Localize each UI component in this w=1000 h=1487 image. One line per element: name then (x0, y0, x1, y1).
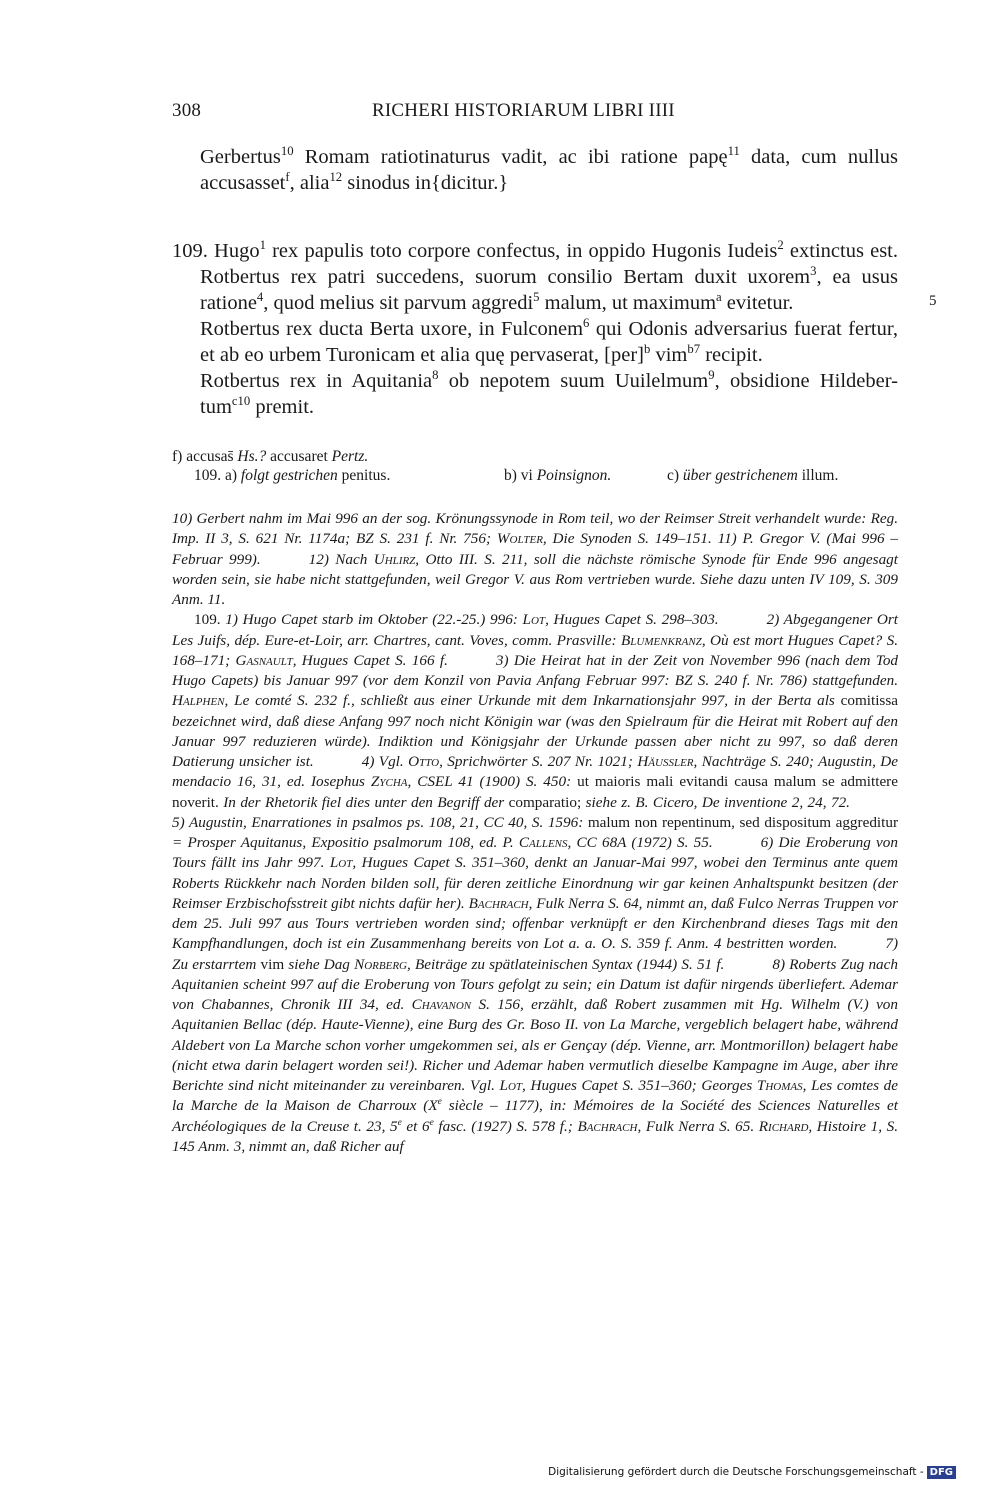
page-number: 308 (172, 100, 202, 121)
text-line: ratione$^4$, quod melius sit parvum aggredi$^5$ malum, ut maximum$^a$ evitetur. (200, 289, 794, 314)
text-line: et ab eo urbem Turonicam et alia quę pervaserat, [per]$^b$ vim$^{b7}$ recipit. (200, 341, 763, 366)
apparatus-note-c: c) über gestrichenem illum. (667, 467, 839, 484)
critical-apparatus (172, 447, 898, 485)
apparatus-note-a: 109. a) folgt gestrichen penitus. (194, 467, 391, 484)
paragraph-gerbertus (172, 144, 898, 196)
line-number: 5 (929, 293, 937, 309)
text-line: Rotbertus rex ducta Berta uxore, in Fulconem$^6$ qui Odonis adversarius fuerat fertur, (200, 315, 898, 340)
paragraph-rotbertus-2 (172, 316, 898, 368)
footnote-block-109: 109. 1) Hugo Capet starb im Oktober (22.-25.) 996: Lot, Hugues Capet S. 298–303. 2) Abgegangener Ort Les Juifs, dép. Eure-et-Loir, arr. Chartres, cant. Voves, comm. Prasville: Blumenkranz, Où est mort Hugues Capet? S. 168–171; Gasnault, Hugues Capet S. 166 f. 3) Die Heirat hat in der Zeit von November 996 (nach dem Tod Hugo Capets) bis Januar 997 (vor dem Konzil von Pavia Anfang Februar 997: BZ S. 240 f. Nr. 786) stattgefunden. Halphen, Le comté S. 232 f., schließt aus einer Urkunde mit dem Inkarnationsjahr 997, in der Berta als comitissa bezeichnet wird, daß diese Anfang 997 noch nicht Königin war (was den Spielraum für die Heirat mit Robert auf den Januar 997 reduzieren würde). Indiktion und Königsjahr der Urkunde passen aber nicht zu 997, so daß deren Datierung unsicher ist. 4) Vgl. Otto, Sprichwörter S. 207 Nr. 1021; Häussler, Nachträge S. 240; Augustin, De mendacio 16, 31, ed. Iosephus Zycha, CSEL 41 (1900) S. 450: ut maioris mali evitandi causa malum se admittere noverit. In der Rhetorik fiel dies unter den Begriff der comparatio; siehe z. B. Cicero, De inventione 2, 24, 72.5) Augustin, Enarrationes in psalmos ps. 108, 21, CC 40, S. 1596: malum non repentinum, sed dispositum aggreditur = Prosper Aquitanus, Expositio psalmorum 108, ed. P. Callens, CC 68A (1972) S. 55. 6) Die Eroberung von Tours fällt ins Jahr 997. Lot, Hugues Capet S. 351–360, denkt an Januar-Mai 997, wobei den Terminus ante quem Roberts Rückkehr nach Norden bilden soll, für deren zeitliche Einordnung wir gar keinen Anhaltspunkt besitzen (der Reimser Erzbischofsstreit gibt nichts dafür her). Bachrach, Fulk Nerra S. 64, nimmt an, daß Fulco Nerras Truppen vor dem 25. Juli 997 aus Tours vertrieben worden sind; offenbar verknüpft er den Kirchenbrand dieses Tags mit den Kampfhandlungen, doch ist ein Zusammenhang bereits von Lot a. a. O. S. 359 f. Anm. 4 bestritten worden. 7) Zu erstarrtem vim siehe Dag Norberg, Beiträge zu spätlateinischen Syntax (1944) S. 51 f. 8) Roberts Zug nach Aquitanien scheint 997 auf die Eroberung von Tours gefolgt zu sein; ein Datum ist dafür nirgends überliefert. Ademar von Chabannes, Chronik III 34, ed. Chavanon S. 156, erzählt, daß Robert zusammen mit Hg. Wilhelm (V.) von Aquitanien Bellac (dép. Haute-Vienne), eine Burg des Gr. Boso II. von La Marche, vergeblich belagert habe, während Aldebert von La Marche schon vorher umgekommen sei, als er Gençay (dép. Vienne, arr. Montmorillon) belagert habe (nicht etwa darin belagert worden sei!). Richer und Ademar haben vermutlich dieselbe Kampagne im Auge, aber ihre Berichte sind nicht miteinander zu vereinbaren. Vgl. Lot, Hugues Capet S. 351–360; Georges Thomas, Les comtes de la Marche de la Maison de Charroux (Xe siècle – 1177), in: Mémoires de la Société des Sciences Naturelles et Archéologiques de la Creuse t. 23, 5e et 6e fasc. (1927) S. 578 f.; Bachrach, Fulk Nerra S. 65. Richard, Histoire 1, S. 145 Anm. 3, nimmt an, daß Richer auf (172, 611, 899, 1155)
paragraph-rotbertus-1 (172, 264, 898, 316)
main-text-109 (172, 238, 898, 420)
apparatus-note-b: b) vi Poinsignon. (504, 467, 612, 484)
credit-text: Digitalisierung gefördert durch die Deutsche Forschungsgemeinschaft - (548, 1466, 924, 1478)
apparatus-notes-109 (194, 466, 898, 485)
apparatus-note-f: f) accusas̄ Hs.? accusaret Pertz. (172, 448, 369, 465)
main-text-top (172, 144, 898, 196)
text-line: accusasset$^f$, alia$^{12}$ sinodus in{dicitur.} (200, 169, 509, 194)
digitization-credit (548, 1466, 956, 1479)
footnotes (172, 509, 898, 1157)
text-line: tum$^{c10}$ premit. (200, 393, 315, 418)
text-line: 109. Hugo$^1$ rex papulis toto corpore confectus, in oppido Hugonis Iudeis$^2$ extinctus est. (172, 237, 898, 262)
running-head: RICHERI HISTORIARUM LIBRI IIII (372, 100, 675, 121)
text-line: Rotbertus rex patri succedens, suorum consilio Bertam duxit uxorem$^3$, ea usus (200, 263, 899, 288)
footnote-block-1: 10) Gerbert nahm im Mai 996 an der sog. Krönungssynode in Rom teil, wo der Reimser Streit verhandelt wurde: Reg. Imp. II 3, S. 621 Nr. 1174a; BZ S. 231 f. Nr. 756; Wolter, Die Synoden S. 149–151. 11) P. Gregor V. (Mai 996 – Februar 999). 12) Nach Uhlirz, Otto III. S. 211, soll die nächste römische Synode für Ende 996 angesagt worden sein, sie habe nicht stattgefunden, weil Gregor V. aus Rom vertrieben wurde. Siehe dazu unten IV 109, S. 309 Anm. 11. (172, 510, 898, 608)
paragraph-109 (172, 238, 898, 264)
paragraph-rotbertus-3 (172, 368, 898, 420)
text-line: Rotbertus rex in Aquitania$^8$ ob nepotem suum Uuilelmum$^9$, obsidione Hildeber- (200, 367, 898, 392)
text-line: Gerbertus$^{10}$ Romam ratiotinaturus vadit, ac ibi ratione papę$^{11}$ data, cum nullus (200, 143, 898, 168)
dfg-logo: DFG (927, 1466, 956, 1479)
